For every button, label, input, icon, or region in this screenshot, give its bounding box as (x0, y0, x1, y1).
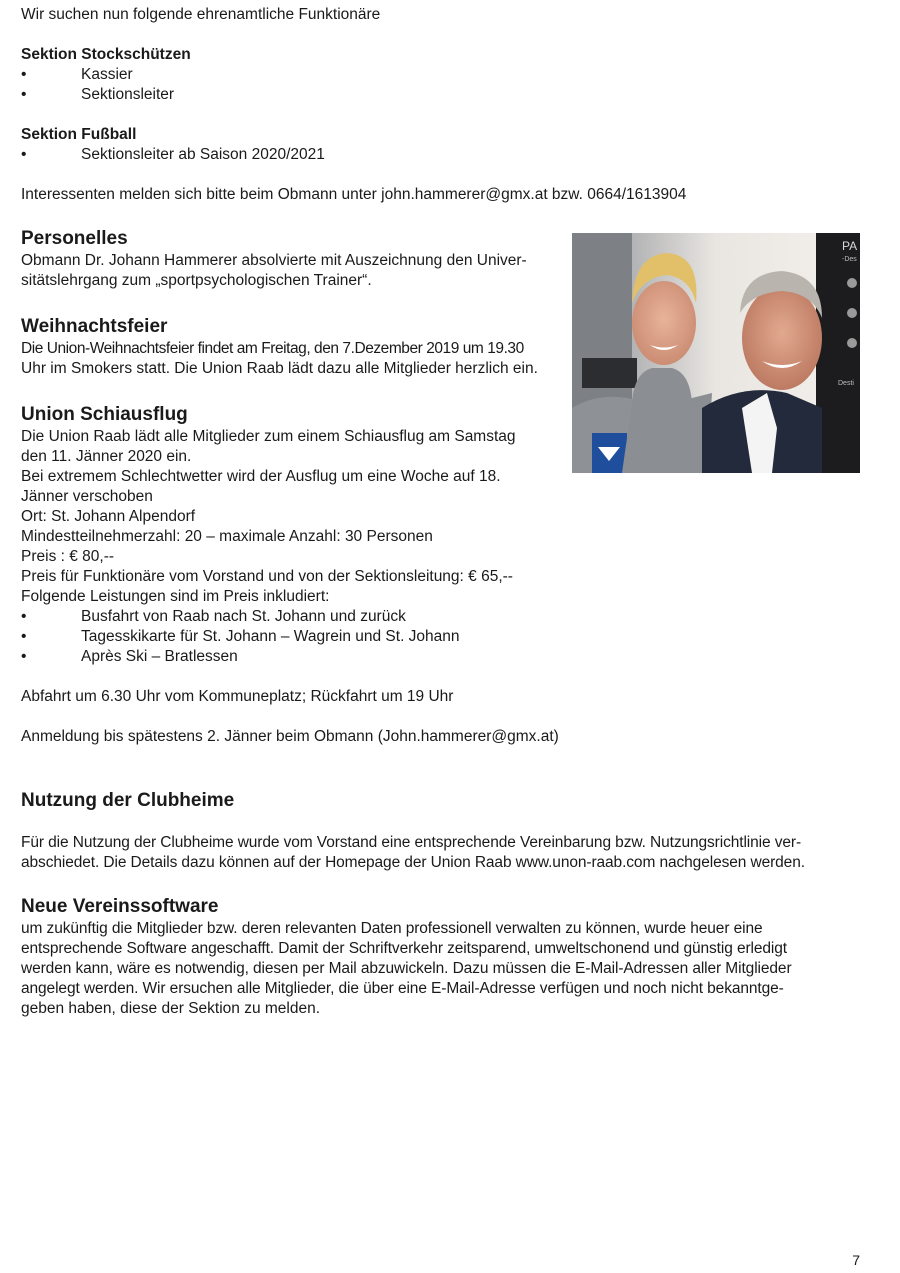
vereinssoftware-line: angelegt werden. Wir ersuchen alle Mitglieder, die über eine E-Mail-Adresse verfügen und noch nicht bekanntge- (21, 980, 784, 997)
contact-text: Interessenten melden sich bitte beim Obmann unter john.hammerer@gmx.at bzw. 0664/1613904 (21, 186, 687, 203)
vereinssoftware-line: werden kann, wäre es notwendig, diesen per Mail abzuwickeln. Dazu müssen die E-Mail-Adressen aller Mitglieder (21, 960, 792, 977)
personelles-heading: Personelles (21, 228, 128, 249)
sign-subtext: -Des (842, 256, 857, 263)
vereinssoftware-heading: Neue Vereinssoftware (21, 896, 219, 917)
list-item: • Après Ski – Bratlessen (21, 648, 238, 665)
schiausflug-line: Preis : € 80,-- (21, 548, 115, 565)
schiausflug-line: den 11. Jänner 2020 ein. (21, 448, 192, 465)
clubheime-line: Für die Nutzung der Clubheime wurde vom Vorstand eine entsprechende Vereinbarung bzw. Nutzungsrichtlinie ver- (21, 834, 802, 851)
weihnachtsfeier-heading: Weihnachtsfeier (21, 316, 168, 337)
portrait-photo (572, 233, 860, 473)
list-item: • Busfahrt von Raab nach St. Johann und zurück (21, 608, 406, 625)
vereinssoftware-line: um zukünftig die Mitglieder bzw. deren relevanten Daten professionell verwalten zu können, wurde heuer eine (21, 920, 763, 937)
intro-text: Wir suchen nun folgende ehrenamtliche Funktionäre (21, 6, 381, 23)
schiausflug-heading: Union Schiausflug (21, 404, 188, 425)
list-item: • Kassier (21, 66, 133, 83)
schiausflug-line: Ort: St. Johann Alpendorf (21, 508, 196, 525)
schiausflug-line: Preis für Funktionäre vom Vorstand und von der Sektionsleitung: € 65,-- (21, 568, 513, 585)
vereinssoftware-line: entsprechende Software angeschafft. Damit der Schriftverkehr zeitsparend, umweltschonend und günstig erledigt (21, 940, 787, 957)
list-item: • Sektionsleiter ab Saison 2020/2021 (21, 146, 325, 163)
schiausflug-line: Mindestteilnehmerzahl: 20 – maximale Anzahl: 30 Personen (21, 528, 433, 545)
document-page (21, 5, 861, 1019)
sign-lower-text: Desti (838, 380, 854, 387)
weihnachtsfeier-line: Die Union-Weihnachtsfeier findet am Freitag, den 7.Dezember 2019 um 19.30 (21, 340, 524, 357)
abfahrt-text: Abfahrt um 6.30 Uhr vom Kommuneplatz; Rückfahrt um 19 Uhr (21, 688, 454, 705)
list-item: • Sektionsleiter (21, 86, 175, 103)
personelles-line: sitätslehrgang zum „sportpsychologischen Trainer“. (21, 272, 372, 289)
vereinssoftware-line: geben haben, diese der Sektion zu melden. (21, 1000, 321, 1017)
personelles-line: Obmann Dr. Johann Hammerer absolvierte mit Auszeichnung den Univer- (21, 252, 527, 269)
section-stockschuetzen-title: Sektion Stockschützen (21, 46, 191, 63)
section-fussball-title: Sektion Fußball (21, 126, 137, 143)
page-number: 7 (852, 1252, 860, 1268)
schiausflug-line: Die Union Raab lädt alle Mitglieder zum einem Schiausflug am Samstag (21, 428, 516, 445)
list-item: • Tagesskikarte für St. Johann – Wagrein und St. Johann (21, 628, 460, 645)
anmeldung-text: Anmeldung bis spätestens 2. Jänner beim Obmann (John.hammerer@gmx.at) (21, 728, 559, 745)
sign-text: PA (842, 239, 858, 253)
schiausflug-line: Bei extremem Schlechtwetter wird der Ausflug um eine Woche auf 18. (21, 468, 501, 485)
weihnachtsfeier-line: Uhr im Smokers statt. Die Union Raab lädt dazu alle Mitglieder herzlich ein. (21, 360, 538, 377)
schiausflug-line: Folgende Leistungen sind im Preis inkludiert: (21, 588, 330, 605)
clubheime-heading: Nutzung der Clubheime (21, 790, 235, 811)
clubheime-line: abschiedet. Die Details dazu können auf der Homepage der Union Raab www.unon-raab.com nachgelesen werden. (21, 854, 805, 871)
schiausflug-line: Jänner verschoben (21, 488, 153, 505)
